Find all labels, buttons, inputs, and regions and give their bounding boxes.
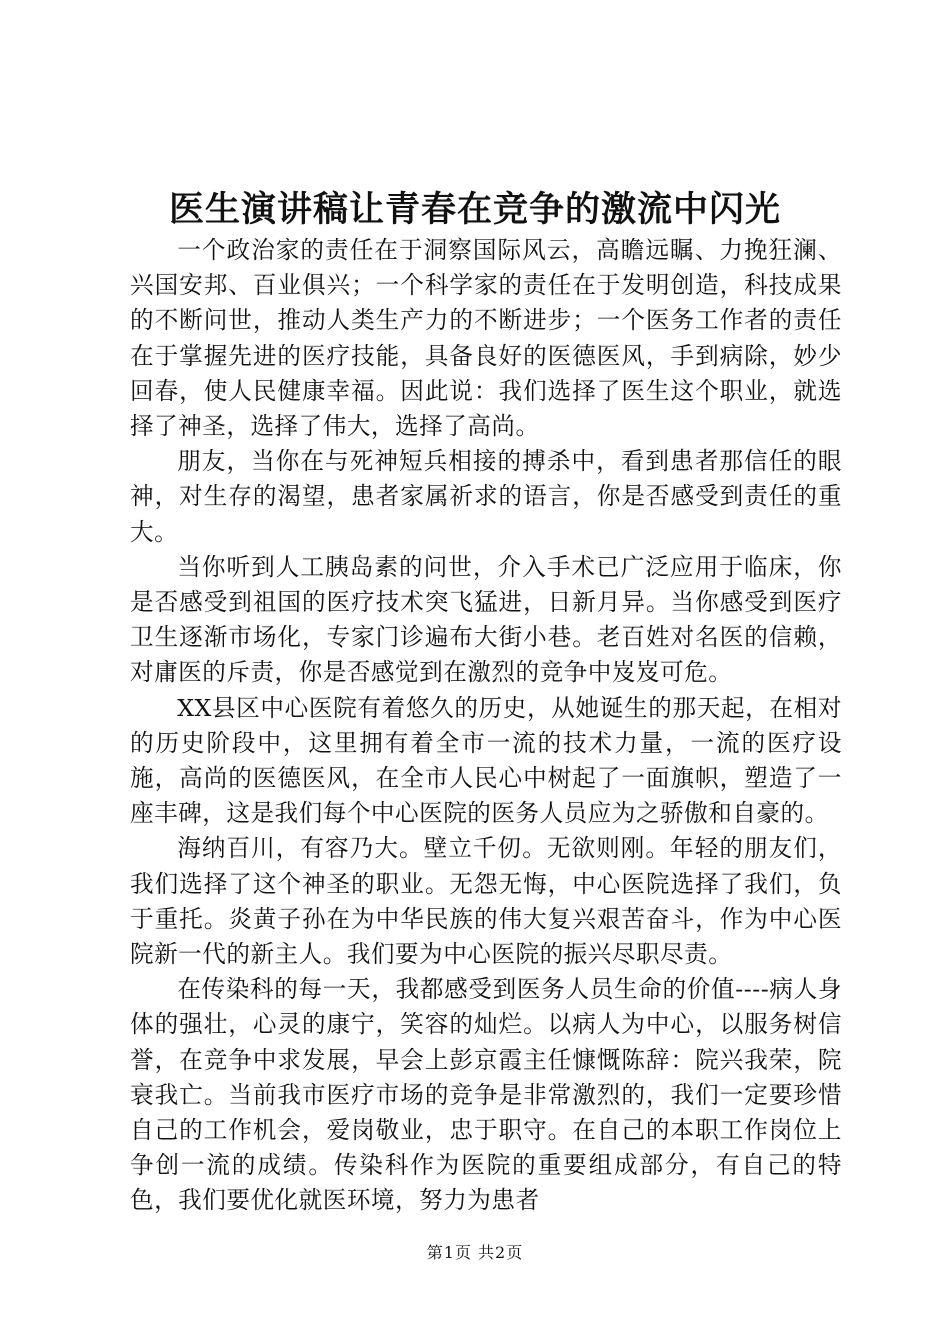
document-body (130, 233, 842, 1219)
document-title: 医生演讲稿让青春在竞争的激流中闪光 (168, 189, 781, 230)
paragraph: 海纳百川，有容乃大。壁立千仞。无欲则刚。年轻的朋友们，我们选择了这个神圣的职业。无怨无悔，中心医院选择了我们，负于重托。炎黄子孙在为中华民族的伟大复兴艰苦奋斗，作为中心医院新一代的新主人。我们要为中心医院的振兴尽职尽责。 (130, 834, 842, 969)
paragraph: 当你听到人工胰岛素的问世，介入手术已广泛应用于临床，你是否感受到祖国的医疗技术突飞猛进，日新月异。当你感受到医疗卫生逐渐市场化，专家门诊遍布大街小巷。老百姓对名医的信赖，对庸医的斥责，你是否感觉到在激烈的竞争中岌岌可危。 (130, 552, 842, 687)
paragraph: XX县区中心医院有着悠久的历史，从她诞生的那天起，在相对的历史阶段中，这里拥有着全市一流的技术力量，一流的医疗设施，高尚的医德医风，在全市人民心中树起了一面旗帜，塑造了一座丰碑，这是我们每个中心医院的医务人员应为之骄傲和自豪的。 (130, 693, 842, 828)
paragraph: 一个政治家的责任在于洞察国际风云，高瞻远瞩、力挽狂澜、兴国安邦、百业俱兴；一个科学家的责任在于发明创造，科技成果的不断问世，推动人类生产力的不断进步；一个医务工作者的责任在于掌握先进的医疗技能，具备良好的医德医风，手到病除，妙少回春，使人民健康幸福。因此说：我们选择了医生这个职业，就选择了神圣，选择了伟大，选择了高尚。 (130, 236, 842, 441)
page-footer: 第1页 共2页 (426, 1243, 524, 1262)
paragraph: 在传染科的每一天，我都感受到医务人员生命的价值----病人身体的强壮，心灵的康宁，笑容的灿烂。以病人为中心，以服务树信誉，在竞争中求发展，早会上彭京霞主任慷慨陈辞：院兴我荣，院衰我亡。当前我市医疗市场的竞争是非常激烈的，我们一定要珍惜自己的工作机会，爱岗敬业，忠于职守。在自己的本职工作岗位上争创一流的成绩。传染科作为医院的重要组成部分，有自己的特色，我们要优化就医环境，努力为患者 (130, 975, 842, 1215)
paragraph: 朋友，当你在与死神短兵相接的搏杀中，看到患者那信任的眼神，对生存的渴望，患者家属祈求的语言，你是否感受到责任的重大。 (130, 447, 842, 546)
